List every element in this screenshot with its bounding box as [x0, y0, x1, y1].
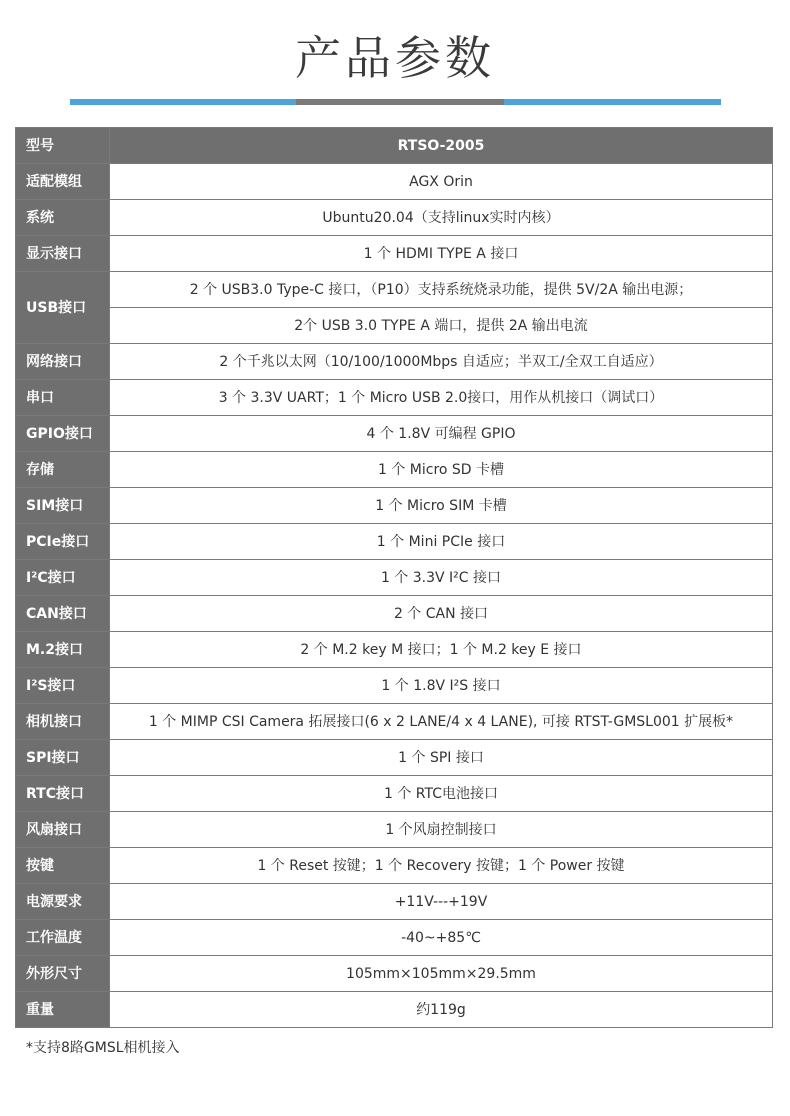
header-value: RTSO-2005: [110, 128, 773, 164]
row-value: 3 个 3.3V UART；1 个 Micro USB 2.0接口，用作从机接口（调试口）: [110, 380, 773, 416]
table-row: [16, 776, 773, 812]
row-label: 相机接口: [16, 704, 110, 740]
table-row: [16, 740, 773, 776]
row-value: 1 个风扇控制接口: [110, 812, 773, 848]
row-label: 外形尺寸: [16, 956, 110, 992]
table-row: [16, 272, 773, 308]
table-row: [16, 812, 773, 848]
row-value: 1 个 Reset 按键；1 个 Recovery 按键；1 个 Power 按键: [110, 848, 773, 884]
row-value: 1 个 Mini PCIe 接口: [110, 524, 773, 560]
table-row: [16, 992, 773, 1028]
row-label: I²S接口: [16, 668, 110, 704]
underline-segment-middle: [296, 99, 504, 105]
table-row: [16, 956, 773, 992]
row-label: 电源要求: [16, 884, 110, 920]
row-label: 适配模组: [16, 164, 110, 200]
table-row: [16, 560, 773, 596]
row-value: 1 个 Micro SD 卡槽: [110, 452, 773, 488]
row-label: SIM接口: [16, 488, 110, 524]
row-value: 2 个 CAN 接口: [110, 596, 773, 632]
row-value: 2 个千兆以太网（10/100/1000Mbps 自适应；半双工/全双工自适应）: [110, 344, 773, 380]
table-row: [16, 920, 773, 956]
table-row: [16, 524, 773, 560]
row-label: 串口: [16, 380, 110, 416]
row-value: 2个 USB 3.0 TYPE A 端口，提供 2A 输出电流: [110, 308, 773, 344]
row-label: 风扇接口: [16, 812, 110, 848]
table-row: [16, 164, 773, 200]
row-label: 存储: [16, 452, 110, 488]
row-value: 1 个 Micro SIM 卡槽: [110, 488, 773, 524]
row-value: 105mm×105mm×29.5mm: [110, 956, 773, 992]
table-row: [16, 632, 773, 668]
row-value: Ubuntu20.04（支持linux实时内核）: [110, 200, 773, 236]
table-row: [16, 200, 773, 236]
row-label: CAN接口: [16, 596, 110, 632]
table-row: [16, 848, 773, 884]
row-value: 4 个 1.8V 可编程 GPIO: [110, 416, 773, 452]
row-label: GPIO接口: [16, 416, 110, 452]
row-value: 1 个 SPI 接口: [110, 740, 773, 776]
row-label: RTC接口: [16, 776, 110, 812]
row-value: +11V---+19V: [110, 884, 773, 920]
table-header-row: [16, 128, 773, 164]
row-value: 1 个 RTC电池接口: [110, 776, 773, 812]
table-row: [16, 452, 773, 488]
table-row: [16, 884, 773, 920]
table-row: [16, 488, 773, 524]
row-label: 显示接口: [16, 236, 110, 272]
table-row: [16, 236, 773, 272]
row-value: 1 个 3.3V I²C 接口: [110, 560, 773, 596]
spec-table: [15, 127, 773, 1028]
row-label: SPI接口: [16, 740, 110, 776]
title-underline: [70, 99, 721, 105]
row-value: 2 个 M.2 key M 接口；1 个 M.2 key E 接口: [110, 632, 773, 668]
row-value: -40~+85℃: [110, 920, 773, 956]
row-label: 网络接口: [16, 344, 110, 380]
row-value: 1 个 1.8V I²S 接口: [110, 668, 773, 704]
row-value: 2 个 USB3.0 Type-C 接口，（P10）支持系统烧录功能，提供 5V/2A 输出电源；: [110, 272, 773, 308]
page-title: 产品参数: [295, 31, 495, 85]
table-row: [16, 704, 773, 740]
footnote: *支持8路GMSL相机接入: [26, 1040, 180, 1056]
row-label: PCIe接口: [16, 524, 110, 560]
row-label: 按键: [16, 848, 110, 884]
underline-segment-right: [504, 99, 721, 105]
table-row: [16, 668, 773, 704]
underline-segment-left: [70, 99, 296, 105]
row-label: USB接口: [16, 272, 110, 344]
row-label: 系统: [16, 200, 110, 236]
table-row: [16, 416, 773, 452]
row-label: M.2接口: [16, 632, 110, 668]
row-value: 约119g: [110, 992, 773, 1028]
table-row: [16, 308, 773, 344]
row-value: AGX Orin: [110, 164, 773, 200]
table-row: [16, 344, 773, 380]
table-row: [16, 596, 773, 632]
row-value: 1 个 HDMI TYPE A 接口: [110, 236, 773, 272]
row-label: 工作温度: [16, 920, 110, 956]
header-label: 型号: [16, 128, 110, 164]
row-value: 1 个 MIMP CSI Camera 拓展接口(6 x 2 LANE/4 x 4 LANE), 可接 RTST-GMSL001 扩展板*: [110, 704, 773, 740]
row-label: I²C接口: [16, 560, 110, 596]
row-label: 重量: [16, 992, 110, 1028]
table-row: [16, 380, 773, 416]
